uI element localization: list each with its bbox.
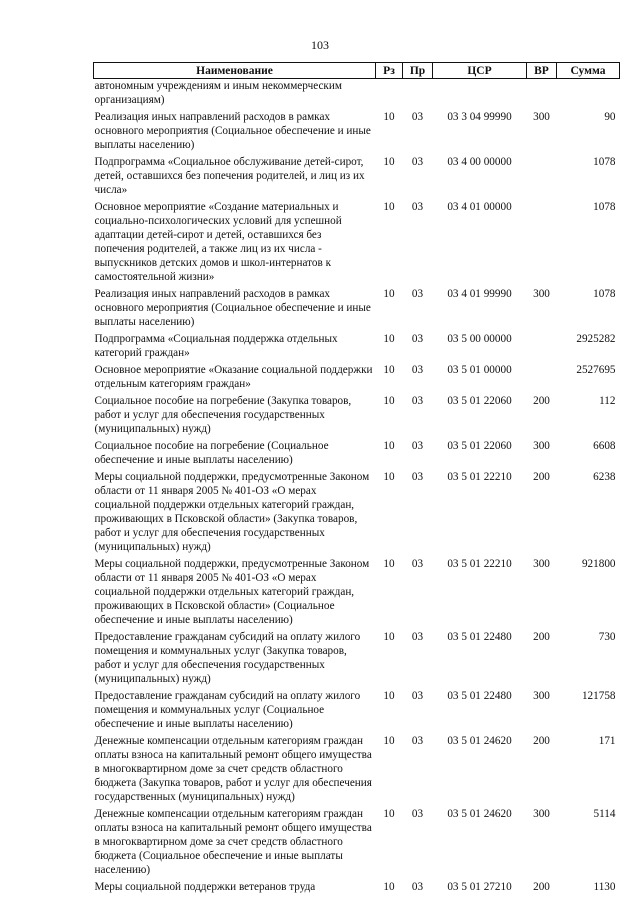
cell-name: Меры социальной поддержки, предусмотренные Законом области от 11 января 2005 № 401-ОЗ «О мерах социальной поддержки отдельных категорий граждан, проживающих в Псковской области» (Закупка товаров, работ и услуг для обеспечения государственных (муниципальных) нужд): [94, 471, 370, 553]
table-header-row: [94, 63, 620, 79]
cell-rz: 10: [383, 471, 395, 483]
cell-sum: 730: [598, 631, 616, 643]
cell-csr: 03 5 01 24620: [447, 735, 512, 747]
cell-vr: 200: [533, 631, 550, 643]
cell-sum: 6238: [593, 471, 616, 483]
cell-pr: 03: [411, 364, 424, 376]
cell-rz: 10: [383, 156, 395, 168]
table-row: [94, 734, 620, 807]
cell-vr: 200: [533, 881, 550, 893]
cell-pr: 03: [411, 690, 424, 702]
cell-vr: 200: [533, 395, 550, 407]
cell-pr: 03: [411, 808, 424, 820]
cell-rz: 10: [383, 288, 395, 300]
cell-vr: 300: [533, 288, 550, 300]
cell-csr: [433, 79, 527, 111]
cell-csr: 03 4 01 99990: [447, 288, 512, 300]
cell-vr: 200: [533, 471, 550, 483]
cell-name: Предоставление гражданам субсидий на оплату жилого помещения и коммунальных услуг (Закупка товаров, работ и услуг для обеспечения государственных (муниципальных) нужд): [94, 631, 361, 685]
cell-sum: 5114: [593, 808, 616, 820]
table-row: [94, 880, 620, 897]
cell-sum: 921800: [581, 558, 616, 570]
cell-sum: 2527695: [576, 364, 616, 376]
cell-vr: [527, 332, 557, 363]
cell-csr: 03 5 01 24620: [447, 808, 512, 820]
table-row: [94, 439, 620, 470]
cell-sum: 121758: [581, 690, 616, 702]
cell-pr: 03: [411, 631, 424, 643]
cell-csr: 03 5 01 22210: [447, 471, 512, 483]
table-row: [94, 630, 620, 689]
cell-csr: 03 5 01 22060: [447, 440, 512, 452]
cell-sum: 112: [599, 395, 616, 407]
table-row: [94, 470, 620, 557]
cell-sum: 171: [598, 735, 616, 747]
cell-csr: 03 4 00 00000: [447, 156, 512, 168]
cell-sum: 6608: [593, 440, 616, 452]
cell-name: Предоставление гражданам субсидий на оплату жилого помещения и коммунальных услуг (Социальное обеспечение и иные выплаты населению): [94, 690, 361, 730]
table-row: [94, 557, 620, 630]
table-body: [94, 79, 620, 898]
cell-rz: 10: [383, 201, 395, 213]
cell-rz: 10: [383, 690, 395, 702]
cell-sum: 1130: [593, 881, 616, 893]
cell-sum: 1078: [593, 156, 616, 168]
table-row: [94, 332, 620, 363]
cell-name: Реализация иных направлений расходов в рамках основного мероприятия (Социальное обеспечение и иные выплаты населению): [94, 111, 371, 151]
cell-vr: 200: [533, 735, 550, 747]
cell-pr: 03: [411, 395, 424, 407]
cell-sum: 1078: [593, 288, 616, 300]
cell-rz: 10: [383, 333, 395, 345]
table-row: [94, 155, 620, 200]
cell-sum: 90: [604, 111, 616, 123]
cell-rz: 10: [383, 111, 395, 123]
header-rz: Рз: [376, 63, 403, 79]
cell-vr: 300: [533, 690, 550, 702]
cell-vr: 300: [533, 558, 550, 570]
cell-rz: 10: [383, 735, 395, 747]
header-pr: Пр: [403, 63, 433, 79]
cell-rz: 10: [383, 631, 395, 643]
table-row: [94, 110, 620, 155]
cell-name: автономным учреждениям и иным некоммерческим организациям): [94, 80, 342, 106]
cell-vr: [527, 79, 557, 111]
cell-name: Социальное пособие на погребение (Закупка товаров, работ и услуг для обеспечения государственных (муниципальных) нужд): [94, 395, 352, 435]
cell-pr: 03: [411, 333, 424, 345]
table-row: [94, 200, 620, 287]
cell-vr: 300: [533, 808, 550, 820]
table-row: [94, 807, 620, 880]
cell-pr: 03: [411, 288, 424, 300]
cell-csr: 03 5 01 00000: [447, 364, 512, 376]
cell-vr: [527, 200, 557, 287]
budget-table: [93, 62, 620, 897]
cell-name: Подпрограмма «Социальное обслуживание детей-сирот, детей, оставшихся без попечения родителей, и лиц из их числа»: [94, 156, 365, 196]
cell-csr: 03 5 01 22480: [447, 690, 512, 702]
cell-rz: 10: [383, 364, 395, 376]
cell-name: Основное мероприятие «Создание материальных и социально-психологических условий для успешной адаптации детей-сирот и детей, оставшихся без попечения родителей, а также лиц из их числа - выпускников детских домов и школ-интернатов к самостоятельной жизни»: [94, 201, 342, 283]
cell-pr: 03: [411, 111, 424, 123]
cell-rz: 10: [383, 808, 395, 820]
cell-csr: 03 5 01 22210: [447, 558, 512, 570]
cell-pr: 03: [411, 471, 424, 483]
cell-name: Социальное пособие на погребение (Социальное обеспечение и иные выплаты населению): [94, 440, 329, 466]
cell-sum: [557, 79, 620, 111]
cell-sum: 2925282: [576, 333, 616, 345]
page-number: 103: [311, 38, 329, 52]
header-csr: ЦСР: [433, 63, 527, 79]
cell-rz: 10: [383, 395, 395, 407]
cell-name: Реализация иных направлений расходов в рамках основного мероприятия (Социальное обеспечение и иные выплаты населению): [94, 288, 371, 328]
cell-csr: 03 5 00 00000: [447, 333, 512, 345]
header-vr: ВР: [527, 63, 557, 79]
cell-csr: 03 4 01 00000: [447, 201, 512, 213]
table-row: [94, 287, 620, 332]
cell-vr: [527, 363, 557, 394]
cell-csr: 03 5 01 27210: [447, 881, 512, 893]
cell-rz: 10: [383, 558, 395, 570]
cell-sum: 1078: [593, 201, 616, 213]
cell-pr: 03: [411, 156, 424, 168]
budget-table-container: [93, 62, 619, 897]
cell-vr: [527, 155, 557, 200]
cell-pr: 03: [411, 440, 424, 452]
cell-pr: 03: [411, 558, 424, 570]
cell-csr: 03 5 01 22060: [447, 395, 512, 407]
cell-csr: 03 3 04 99990: [447, 111, 512, 123]
table-row: [94, 79, 620, 111]
cell-name: Подпрограмма «Социальная поддержка отдельных категорий граждан»: [94, 333, 338, 359]
cell-pr: [403, 79, 433, 111]
cell-name: Основное мероприятие «Оказание социальной поддержки отдельным категориям граждан»: [94, 364, 373, 390]
cell-rz: 10: [383, 440, 395, 452]
cell-rz: [376, 79, 403, 111]
cell-pr: 03: [411, 735, 424, 747]
cell-name: Денежные компенсации отдельным категориям граждан оплаты взноса на капитальный ремонт общего имущества в многоквартирном доме за счет средств областного бюджета (Закупка товаров, работ и услуг для обеспечения государственных (муниципальных) нужд): [94, 735, 372, 803]
cell-csr: 03 5 01 22480: [447, 631, 512, 643]
cell-name: Денежные компенсации отдельным категориям граждан оплаты взноса на капитальный ремонт общего имущества в многоквартирном доме за счет средств областного бюджета (Социальное обеспечение и иные выплаты населению): [94, 808, 372, 876]
cell-rz: 10: [383, 881, 395, 893]
cell-pr: 03: [411, 201, 424, 213]
table-row: [94, 394, 620, 439]
table-row: [94, 363, 620, 394]
cell-name: Меры социальной поддержки ветеранов труда: [94, 881, 316, 893]
cell-vr: 300: [533, 111, 550, 123]
cell-name: Меры социальной поддержки, предусмотренные Законом области от 11 января 2005 № 401-ОЗ «О мерах социальной поддержки отдельных категорий граждан, проживающих в Псковской области» (Социальное обеспечение и иные выплаты населению): [94, 558, 370, 626]
header-sum: Сумма: [557, 63, 620, 79]
header-name: Наименование: [94, 63, 376, 79]
cell-pr: 03: [411, 881, 424, 893]
cell-vr: 300: [533, 440, 550, 452]
table-row: [94, 689, 620, 734]
